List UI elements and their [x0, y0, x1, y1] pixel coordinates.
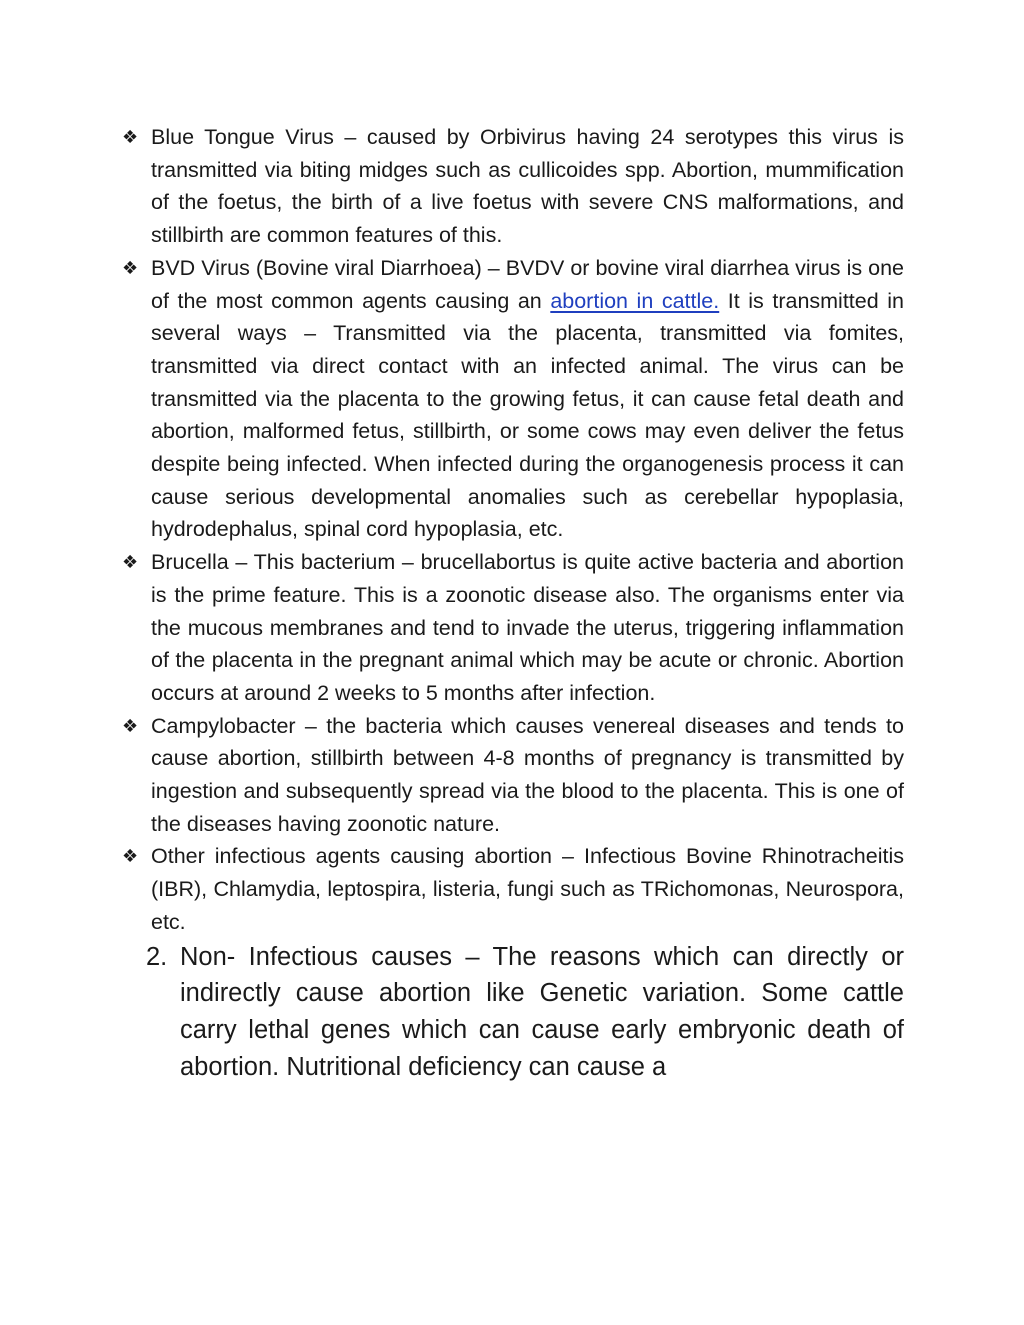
numbered-item-text: Non- Infectious causes – The reasons which can directly or indirectly cause abortion like Genetic variation. Some cattle carry lethal genes which can cause early embryonic death of abortion. Nutritional deficiency can cause a	[180, 942, 904, 1081]
bullet-text-continued: It is transmitted in several ways – Transmitted via the placenta, transmitted via fomites, transmitted via direct contact with an infected animal. The virus can be transmitted via the placenta to the growing fetus, it can cause fetal death and abortion, malformed fetus, stillbirth, or some cows may even deliver the fetus despite being infected. When infected during the organogenesis process it can cause serious developmental anomalies such as cerebellar hypoplasia, hydrodephalus, spinal cord hypoplasia, etc.	[151, 288, 904, 542]
diamond-bullet-icon: ❖	[122, 127, 139, 147]
bullet-item-blue-tongue	[122, 121, 904, 252]
bullet-item-brucella	[122, 546, 904, 710]
bullet-item-campylobacter	[122, 710, 904, 841]
diamond-bullet-icon: ❖	[122, 257, 139, 278]
diamond-bullet-icon: ❖	[122, 846, 139, 867]
abortion-in-cattle-link[interactable]: abortion in cattle.	[550, 288, 720, 313]
bullet-item-other-agents	[122, 840, 904, 938]
numbered-item-non-infectious	[122, 939, 904, 1086]
document-content	[122, 121, 904, 1111]
bullet-text: Other infectious agents causing abortion – Infectious Bovine Rhinotracheitis (IBR), Chlamydia, leptospira, listeria, fungi such as TRichomonas, Neurospora, etc.	[151, 844, 904, 934]
bullet-text: Campylobacter – the bacteria which causes venereal diseases and tends to cause abortion, stillbirth between 4-8 months of pregnancy is transmitted by ingestion and subsequently spread via the blood to the placenta. This is one of the diseases having zoonotic nature.	[151, 713, 904, 836]
list-number: 2.	[146, 942, 168, 971]
diamond-bullet-icon: ❖	[122, 552, 139, 573]
bullet-item-bvd-virus	[122, 252, 904, 546]
bullet-text: BVD Virus (Bovine viral Diarrhoea) – BVDV or bovine viral diarrhea virus is one of the most common agents causing an	[151, 255, 904, 313]
bullet-text: Brucella – This bacterium – brucellabortus is quite active bacteria and abortion is the prime feature. This is a zoonotic disease also. The organisms enter via the mucous membranes and tend to invade the uterus, triggering inflammation of the placenta in the pregnant animal which may be acute or chronic. Abortion occurs at around 2 weeks to 5 months after infection.	[151, 550, 904, 705]
bullet-text: Blue Tongue Virus – caused by Orbivirus having 24 serotypes this virus is transmitted via biting midges such as cullicoides spp. Abortion, mummification of the foetus, the birth of a live foetus with severe CNS malformations, and stillbirth are common features of this.	[151, 125, 904, 248]
diamond-bullet-icon: ❖	[122, 715, 139, 736]
